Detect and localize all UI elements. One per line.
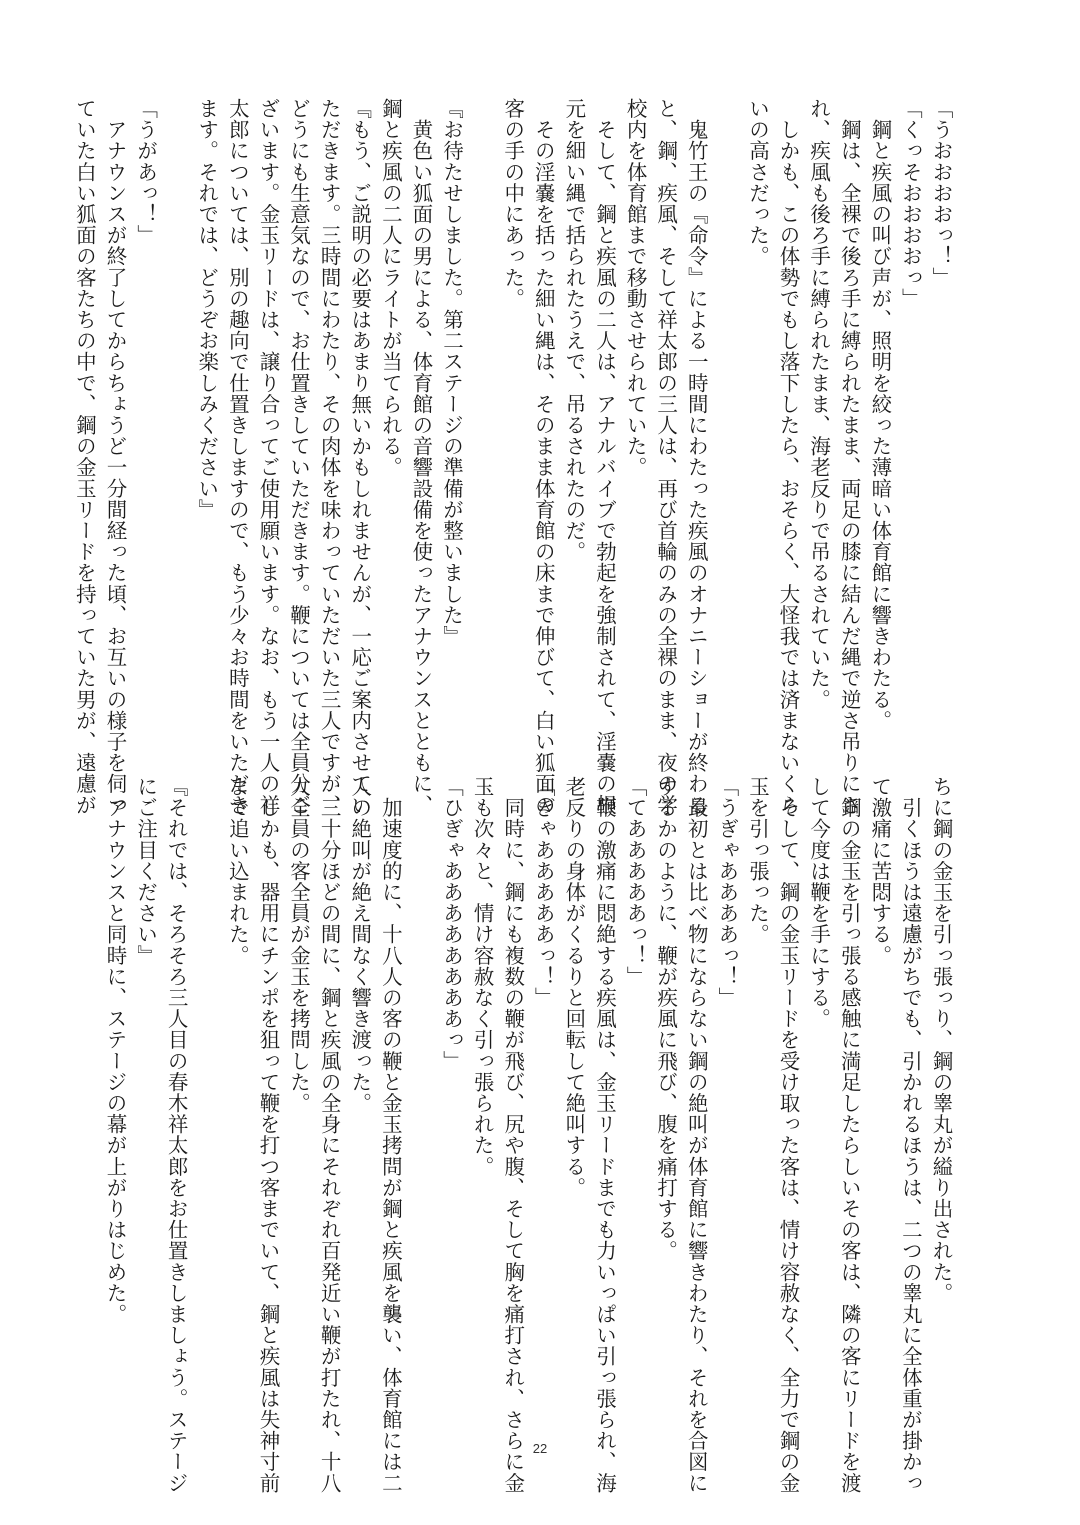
bottom-block-line: アナウンスと同時に、ステージの幕が上がりはじめた。 xyxy=(102,776,127,1325)
top-block-line: 鋼と疾風の二人にライトが当てられる。 xyxy=(378,98,403,478)
bottom-block-line: 「ぎゃあああああっ！」 xyxy=(531,776,556,1009)
bottom-block-line: て激痛に苦悶する。 xyxy=(867,776,892,966)
bottom-block-line: 最初とは比べ物にならない鋼の絶叫が体育館に響きわたり、それを合図に xyxy=(684,776,709,1494)
bottom-block-line: 老反りの身体がくるりと回転して絶叫する。 xyxy=(561,776,586,1198)
paragraph-break xyxy=(711,98,742,710)
bottom-block-line: 三十分ほどの間に、鋼と疾風の全身にそれぞれ百発近い鞭が打たれ、十八 xyxy=(317,776,342,1494)
bottom-block-line: まで追い込まれた。 xyxy=(225,776,250,966)
bottom-block-line: 人の絶叫が絶え間なく響き渡った。 xyxy=(347,776,372,1114)
paragraph-break xyxy=(467,98,498,710)
top-block-line: 「くっそおおおおっ」 xyxy=(898,98,923,309)
top-block-line: 太郎については、別の趣向で仕置きしますので、もう少々お時間をいただき xyxy=(225,98,250,816)
top-block-line: アナウンスが終了してからちょうど一分間経った頃、お互いの様子を伺っ xyxy=(102,98,127,816)
top-block-line: その淫嚢を括った細い縄は、そのまま体育館の床まで伸びて、白い狐面の xyxy=(531,98,556,816)
bottom-block-line: 「ひぎゃああああああああっ」 xyxy=(439,776,464,1072)
page-number: 22 xyxy=(532,1441,548,1456)
bottom-block-line: するかのように、鞭が疾風に飛び、腹を痛打する。 xyxy=(653,776,678,1262)
bottom-block-line: 引くほうは遠慮がちでも、引かれるほうは、二つの睾丸に全体重が掛かっ xyxy=(898,776,923,1494)
top-block-line: と、鋼、疾風、そして祥太郎の三人は、再び首輪のみの全裸のまま、夜の学 xyxy=(653,98,678,816)
top-block-line: 『お待たせしました。第二ステージの準備が整いました』 xyxy=(439,98,464,647)
bottom-block-line: 鋼の金玉を引っ張る感触に満足したらしいその客は、隣の客にリードを渡 xyxy=(837,776,862,1494)
top-block-line: 『もう、ご説明の必要はあまり無いかもしれませんが、一応ご案内させてい xyxy=(347,98,372,816)
bottom-block-line: にご注目ください』 xyxy=(133,776,158,966)
top-block-line: 黄色い狐面の男による、体育館の音響設備を使ったアナウンスとともに、 xyxy=(408,98,433,816)
bottom-block-line: 「てあああああっ！」 xyxy=(623,776,648,987)
top-block-line: 「うおおおおっ！」 xyxy=(929,98,953,288)
top-block-line: 校内を体育館まで移動させられていた。 xyxy=(623,98,648,478)
bottom-block-line: しかも、器用にチンポを狙って鞭を打つ客までいて、鋼と疾風は失神寸前 xyxy=(255,776,280,1494)
bottom-block-line: して今度は鞭を手にする。 xyxy=(806,776,831,1030)
paragraph-break xyxy=(191,776,222,1388)
bottom-block-line: 鞭の激痛に悶絶する疾風は、金玉リードまでも力いっぱい引っ張られ、海 xyxy=(592,776,617,1494)
top-block-line: 鋼と疾風の叫び声が、照明を絞った薄暗い体育館に響きわたる。 xyxy=(867,98,892,731)
bottom-block-line: 同時に、鋼にも複数の鞭が飛び、尻や腹、そして胸を痛打され、さらに金 xyxy=(500,776,525,1494)
top-block-line: 元を細い縄で括られたうえで、吊るされたのだ。 xyxy=(561,98,586,563)
bottom-block-line: 加速度的に、十八人の客の鞭と金玉拷問が鋼と疾風を襲い、体育館には二 xyxy=(378,776,403,1494)
top-block-line: ていた白い狐面の客たちの中で、鋼の金玉リードを持っていた男が、遠慮が xyxy=(72,98,97,816)
top-block-line: 鬼竹王の『命令』による一時間にわたった疾風のオナニーショーが終わる xyxy=(684,98,709,816)
top-block-line: いの高さだった。 xyxy=(745,98,770,267)
top-block-line: そして、鋼と疾風の二人は、アナルバイブで勃起を強制されて、淫嚢の根 xyxy=(592,98,617,816)
bottom-block-line: 『それでは、そろそろ三人目の春木祥太郎をお仕置きしましょう。ステージ xyxy=(164,776,189,1494)
bottom-block-line: 玉も次々と、情け容赦なく引っ張られた。 xyxy=(470,776,495,1177)
bottom-block-line: ちに鋼の金玉を引っ張っり、鋼の睾丸が縊り出された。 xyxy=(929,776,953,1304)
paragraph-break xyxy=(161,98,192,710)
bottom-block-line: 玉を引っ張った。 xyxy=(745,776,770,945)
bottom-block-line: 人全員の客全員が金玉を拷問した。 xyxy=(286,776,311,1114)
top-block-line: しかも、この体勢でもし落下したら、おそらく、大怪我では済まないくら xyxy=(776,98,801,816)
top-block-line: どうにも生意気なので、お仕置きしていただきます。鞭については全員分ご xyxy=(286,98,311,816)
paragraph-break xyxy=(405,776,436,1388)
text-block-top xyxy=(72,98,956,816)
top-block-line: れ、疾風も後ろ手に縛られたまま、海老反りで吊るされていた。 xyxy=(806,98,831,710)
top-block-line: ただきます。三時間にわたり、その肉体を味わっていただいた三人ですが、 xyxy=(317,98,342,816)
bottom-block-line: 「うぎゃああああっ！」 xyxy=(714,776,739,1009)
top-block-line: 鋼は、全裸で後ろ手に縛られたまま、両足の膝に結んだ縄で逆さ吊りにさ xyxy=(837,98,862,816)
top-block-line: ます。それでは、どうぞお楽しみください』 xyxy=(194,98,219,520)
top-block-line: ざいます。金玉リードは、譲り合ってご使用願います。なお、もう一人の祥 xyxy=(255,98,280,816)
top-block-line: 「うがあっ！」 xyxy=(133,98,158,246)
top-block-line: 客の手の中にあった。 xyxy=(500,98,525,309)
bottom-block-line: そして、鋼の金玉リードを受け取った客は、情け容赦なく、全力で鋼の金 xyxy=(776,776,801,1494)
